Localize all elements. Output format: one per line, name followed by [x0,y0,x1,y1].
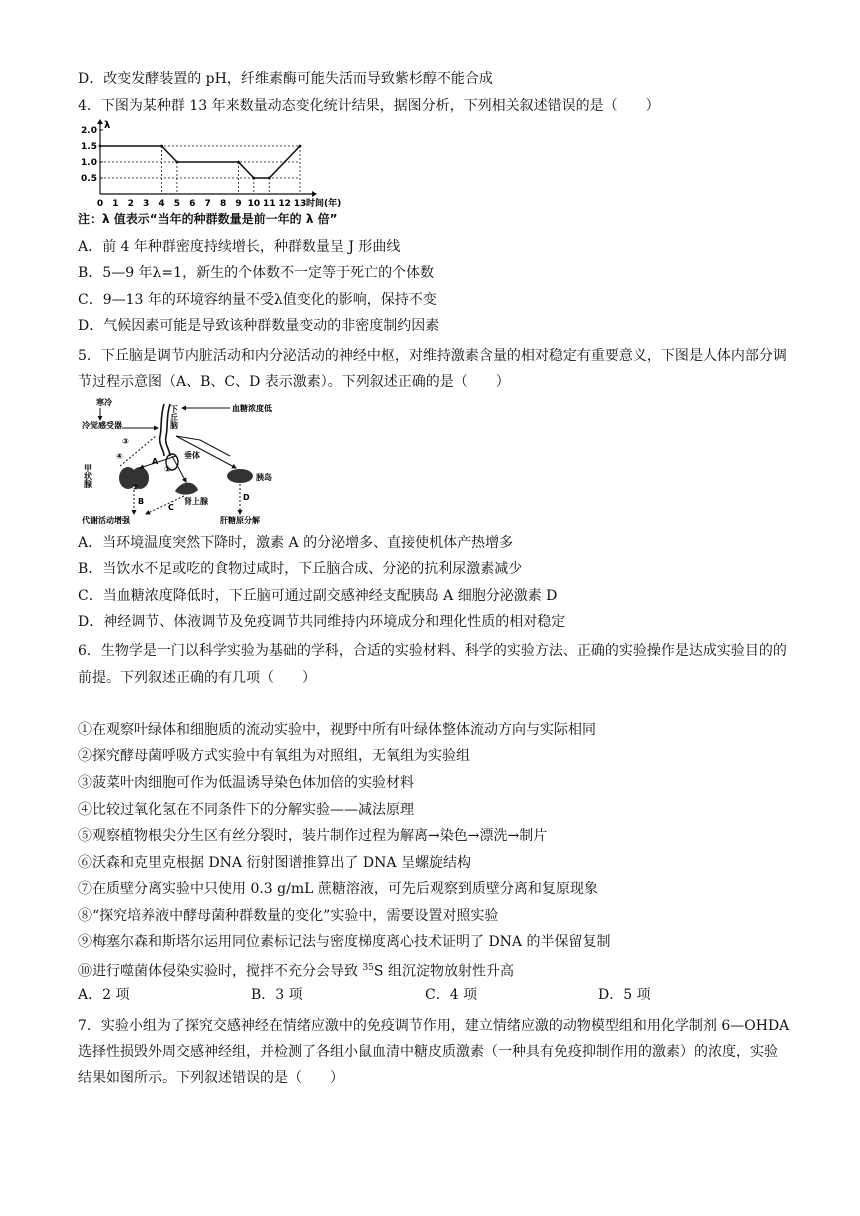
islet-shape [227,469,253,483]
data-point [160,145,163,148]
chart-note: 注：λ 值表示“当年的种群数量是前一年的 λ 倍” [78,212,338,226]
x-tick-label: 8 [219,199,227,209]
adrenal-shape [175,483,198,495]
data-point [252,177,255,180]
statement-10-text: ⑩进行噬菌体侵染实验时，搅拌不充分会导致 [78,963,363,980]
q6-option-a: A．2 项 [78,987,130,1003]
label-pituitary: 垂体 [184,451,200,460]
data-point [268,177,271,180]
label-hormone-c: C [168,503,174,512]
label-low-glucose: 血糖浓度低 [232,404,272,413]
q6-stem: 6．生物学是一门以科学实验为基础的学科，合适的实验材料、科学的实验方法、正确的实验操作是达成实验目的的前提。下列叙述正确的有几项（ ） [78,643,787,686]
q6-statement-4: ④比较过氧化氢在不同条件下的分解实验——减法原理 [78,802,414,818]
statement-10-tail: S 组沉淀物放射性升高 [373,963,514,980]
q5-option-b: B．当饮水不足或吃的食物过咸时，下丘脑合成、分泌的抗利尿激素减少 [78,561,523,577]
x-tick-label: 10 [247,199,261,209]
label-hormone-a: A [152,457,159,466]
q6-statement-2: ②探究酵母菌呼吸方式实验中有氧组为对照组，无氧组为实验组 [78,748,470,764]
q6-statement-7: ⑦在质壁分离实验中只使用 0.3 g/mL 蔗糖溶液，可先后观察到质壁分离和复原现象 [78,881,598,897]
x-tick-label: 3 [143,199,150,209]
x-tick-label: 1 [112,199,119,209]
y-axis-arrow [97,119,103,124]
label-thyroid: 甲状腺 [83,464,93,488]
x-tick-label: 4 [158,199,165,209]
y-tick-label: 1.0 [81,158,97,168]
q6-option-b: B．3 项 [251,987,303,1003]
regulation-diagram [80,396,310,524]
q5-option-d: D．神经调节、体液调节及免疫调节共同维持内环境成分和理化性质的相对稳定 [78,614,566,630]
x-tick-label: 7 [204,199,211,209]
x-tick-label: 9 [235,199,242,209]
label-step-3: ③ [122,437,129,446]
x-tick-label: 5 [173,199,181,209]
label-islet: 胰岛 [256,473,272,482]
q7-stem: 7．实验小组为了探究交感神经在情绪应激中的免疫调节作用，建立情绪应激的动物模型组和用化学制剂 6—OHDA 选择性损毁外周交感神经组，并检测了各组小鼠血清中糖皮质激素（一种具有免疫抑制作用的激素）的浓度，实验结果如图所示。下列叙述错误的是（ ） [78,1018,790,1086]
y-tick-label: 1.5 [81,142,97,152]
x-tick-label: 0 [96,199,104,209]
label-glycogen: 肝糖原分解 [220,516,260,524]
x-axis-arrow [312,191,317,197]
data-point [99,145,102,148]
y-tick-label: 0.5 [81,174,97,184]
x-tick-label: 12 [278,199,291,209]
x-tick-label: 6 [189,199,196,209]
q4-stem: 4．下图为某种群 13 年来数量动态变化统计结果，据图分析，下列相关叙述错误的是（ ） [78,98,660,114]
q6-statement-9: ⑨梅塞尔森和斯塔尔运用同位素标记法与密度梯度离心技术证明了 DNA 的半保留复制 [78,934,611,950]
x-tick-label: 11 [262,199,276,209]
q5-option-a: A．当环境温度突然下降时，激素 A 的分泌增多、直接使机体产热增多 [78,535,514,551]
data-point [176,161,179,164]
q4-option-d: D．气候因素可能是导致该种群数量变动的非密度制约因素 [78,318,440,334]
label-cold-receptor: 冷觉感受器 [82,421,122,430]
q6-statement-6: ⑥沃森和克里克根据 DNA 衍射图谱推算出了 DNA 呈螺旋结构 [78,855,471,871]
q4-option-b: B．5—9 年λ=1，新生的个体数不一定等于死亡的个体数 [78,265,435,281]
label-step-4: ④ [116,452,123,461]
label-hypothalamus: 下丘脑 [169,405,179,429]
q6-statement-3: ③菠菜叶肉细胞可作为低温诱导染色体加倍的实验材料 [78,775,414,791]
y-axis-label: λ [104,120,111,131]
x-tick-label: 13 [293,199,307,209]
label-adrenal: 肾上腺 [184,497,208,506]
q6-statement-10 [78,958,514,982]
label-step-1: ① [164,465,171,474]
q6-statement-1: ①在观察叶绿体和细胞质的流动实验中，视野中所有叶绿体整体流动方向与实际相同 [78,722,596,738]
data-point [299,145,302,148]
label-step-2: ② [132,483,139,492]
lambda-line-chart [78,118,343,210]
q5-option-c: C．当血糖浓度降低时，下丘脑可通过副交感神经支配胰岛 A 细胞分泌激素 D [78,588,558,604]
q6-option-c: C．4 项 [425,987,478,1003]
q3-option-d: D．改变发酵装置的 pH，纤维素酶可能失活而导致紫杉醇不能合成 [78,71,493,87]
label-hormone-b: B [138,497,145,506]
x-axis-label: 时间(年) [306,199,342,209]
isotope-mass-number: 35 [362,963,374,973]
q4-option-c: C．9—13 年的环境容纳量不受λ值变化的影响，保持不变 [78,292,437,308]
q6-statement-8: ⑧“探究培养液中酵母菌种群数量的变化”实验中，需要设置对照实验 [78,908,499,924]
q5-stem: 5．下丘脑是调节内脏活动和内分泌活动的神经中枢，对维持激素含量的相对稳定有重要意义，下图是人体内部分调节过程示意图（A、B、C、D 表示激素）。下列叙述正确的是（ ） [78,348,787,390]
label-cold: 寒冷 [96,398,112,407]
q4-option-a: A．前 4 年种群密度持续增长，种群数量呈 J 形曲线 [78,239,401,255]
label-hormone-d: D [243,493,250,502]
y-tick-label: 2.0 [81,126,97,136]
label-metabolism: 代谢活动增强 [82,516,130,524]
q6-option-d: D．5 项 [598,987,651,1003]
q6-statement-5: ⑤观察植物根尖分生区有丝分裂时，装片制作过程为解离→染色→漂洗→制片 [78,828,548,844]
x-tick-label: 2 [127,199,134,209]
data-point [237,161,240,164]
